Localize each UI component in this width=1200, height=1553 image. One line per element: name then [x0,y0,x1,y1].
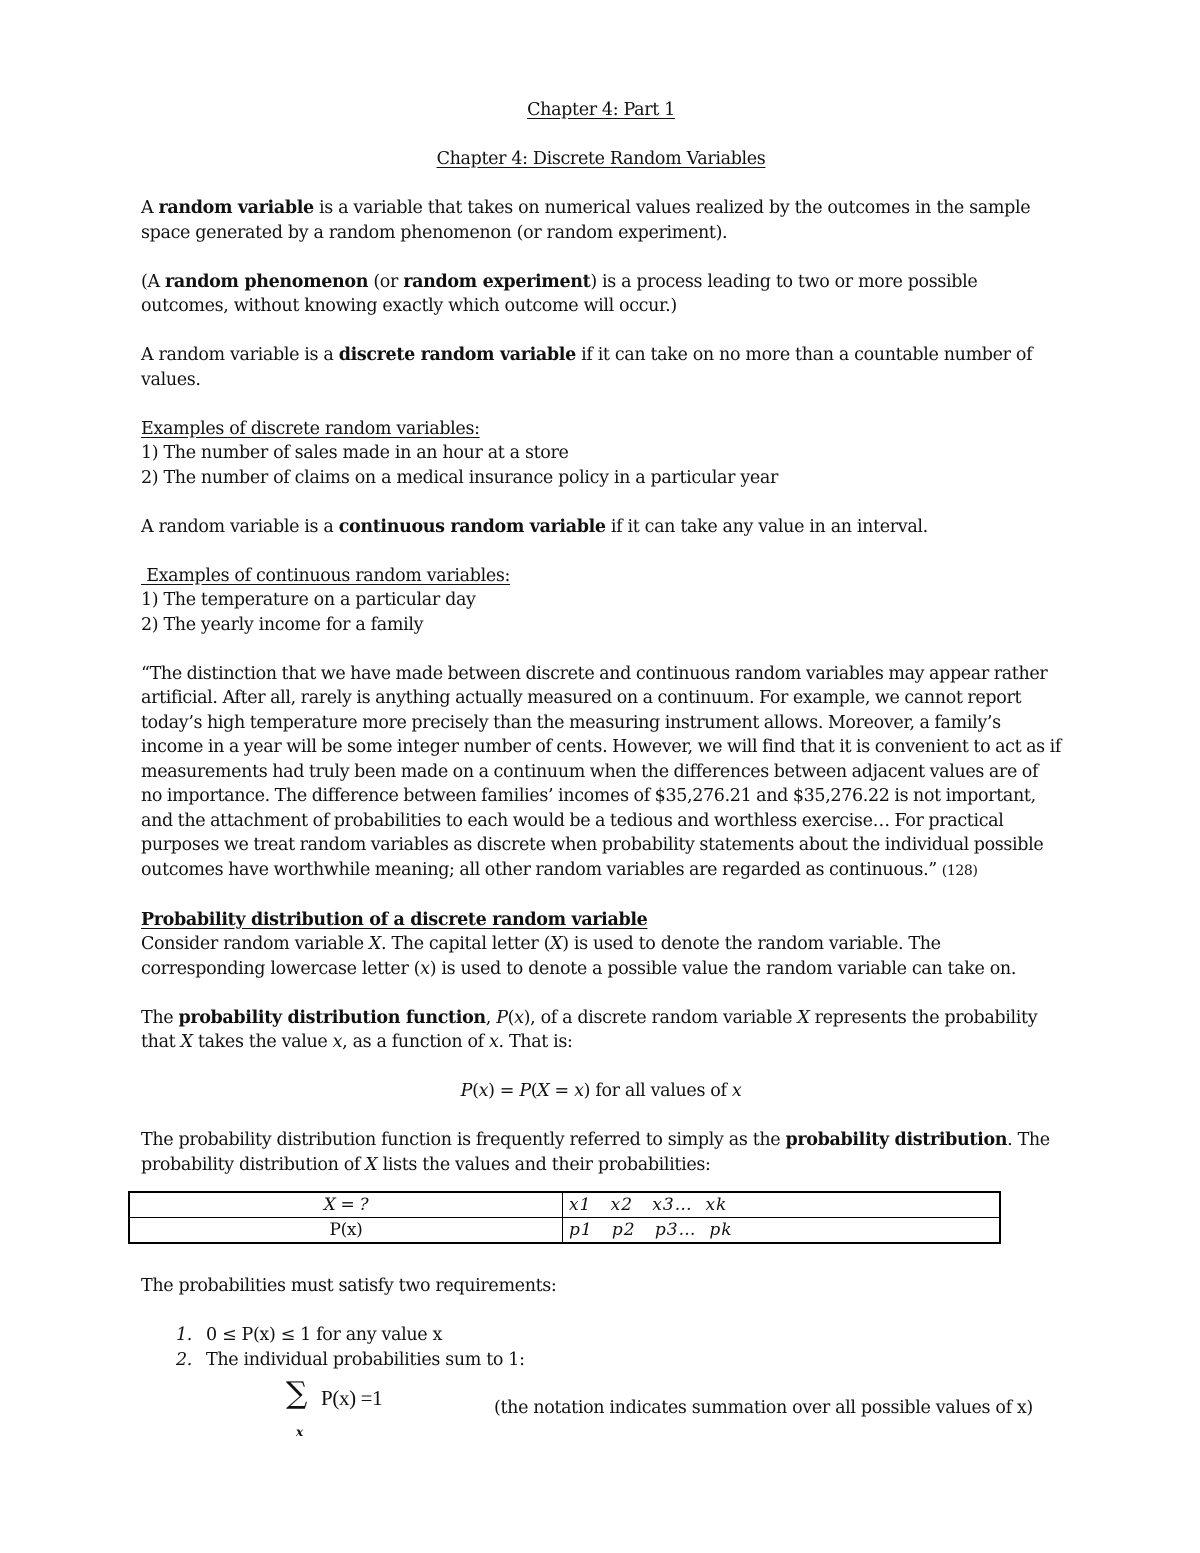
distribution-paragraph: The probability distribution function is frequently referred to simply as the probability distribution. The probability distribution of X lists the values and their probabilities: [141,1130,1050,1175]
section-intro: Consider random variable X. The capital letter (X) is used to denote the random variable. The corresponding lowercase letter (x) is used to denote a possible value the random variable can take on. [141,934,1017,979]
continuous-examples-heading: Examples of continuous random variables: [141,565,511,586]
random-phenomenon-definition: (A random phenomenon (or random experiment) is a process leading to two or more possible outcomes, without knowing exactly which outcome will occur.) [141,271,978,316]
discrete-definition: A random variable is a discrete random variable if it can take on no more than a countable number of values. [141,345,1033,390]
list-item: 1) The temperature on a particular day [141,590,476,610]
document-page [141,98,1061,1446]
list-item: 2) The number of claims on a medical insurance policy in a particular year [141,467,778,488]
random-variable-definition: A random variable is a variable that takes on numerical values realized by the outcomes in the sample space generated by a random phenomenon (or random experiment). [141,198,1031,243]
page-title: Chapter 4: Part 1 [527,100,675,120]
sum-symbol: ∑ [286,1376,308,1411]
list-item: 1. 0 ≤ P(x) ≤ 1 for any value x [176,1325,442,1345]
list-item: 2) The yearly income for a family [141,614,424,635]
chapter-title: Chapter 4: Discrete Random Variables [436,149,766,169]
table-cell: p1 p2 p3… pk [563,1218,1001,1244]
list-item: 1) The number of sales made in an hour at a store [141,443,569,463]
continuous-definition: A random variable is a continuous random variable if it can take any value in an interval. [141,516,928,537]
table-row [129,1218,1000,1244]
list-item: 2. The individual probabilities sum to 1: [176,1349,525,1370]
formula: P(x) = P(X = x) for all values of x [460,1081,742,1101]
distribution-table [128,1191,1001,1244]
requirements-intro: The probabilities must satisfy two requirements: [141,1276,557,1296]
table-cell: x1 x2 x3… xk [563,1192,1001,1218]
sum-expression: P(x) =1 [321,1386,383,1410]
summation-formula [141,1376,1061,1446]
table-row [129,1192,1000,1218]
section-heading: Probability distribution of a discrete random variable [141,909,648,930]
quote-paragraph: “The distinction that we have made between discrete and continuous random variables may appear rather artificial. After all, rarely is anything actually measured on a continuum. For example, we cannot report today’s high temperature more precisely than the measuring instrument allows. Moreover, a family’s income in a year will be some integer number of cents. However, we will find that it is convenient to act as if measurements had truly been made on a continuum when the differences between adjacent values are of no importance. The difference between families’ incomes of $35,276.21 and $35,276.22 is not important, and the attachment of probabilities to each would be a tedious and worthless exercise… For practical purposes we treat random variables as discrete when probability statements about the individual possible outcomes have worthwhile meaning; all other random variables are regarded as continuous.” (128) [141,663,1061,880]
table-cell: X = ? [129,1192,563,1218]
discrete-examples-heading: Examples of discrete random variables: [141,418,480,439]
table-cell: P(x) [129,1218,563,1244]
sum-note: (the notation indicates summation over all possible values of x) [494,1398,1033,1418]
requirements-list [141,1323,1061,1372]
sum-subscript: x [296,1425,303,1439]
pdf-definition: The probability distribution function, P(x), of a discrete random variable X represents the probability that X takes the value x, as a function of x. That is: [141,1007,1038,1052]
